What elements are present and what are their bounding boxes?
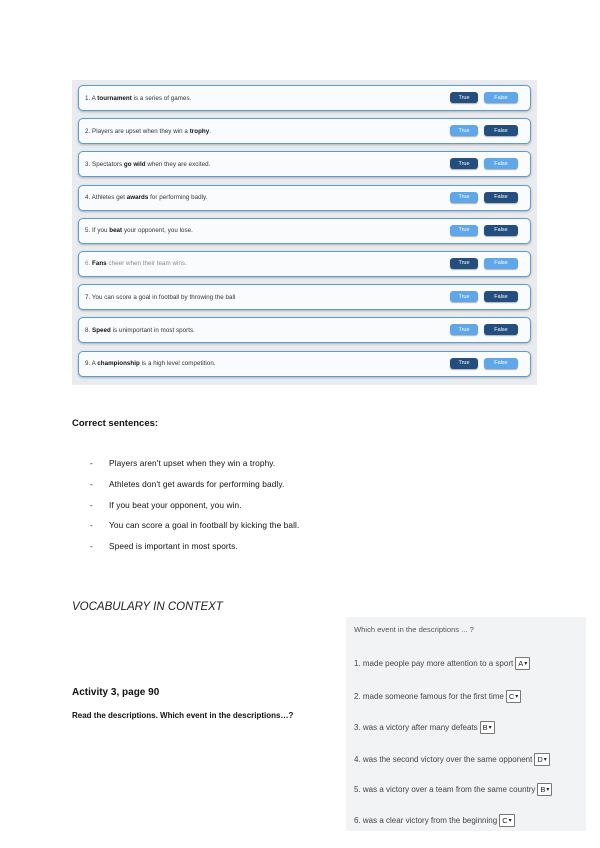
true-button[interactable]: True	[450, 92, 478, 103]
selected-answer: A	[518, 659, 524, 668]
statement-text: cheer when their team wins.	[106, 260, 187, 268]
statement-keyword: Speed	[92, 326, 111, 334]
answer-select[interactable]	[537, 783, 552, 796]
correct-sentences-heading: Correct sentences:	[72, 418, 159, 429]
list-dash: -	[90, 499, 93, 510]
question-text: 3. was a victory after many defeats	[354, 723, 478, 732]
false-button[interactable]: False	[484, 125, 518, 136]
question-text: 4. was the second victory over the same opponent	[354, 755, 533, 764]
false-button[interactable]: False	[484, 225, 518, 236]
quiz-statement	[85, 161, 210, 168]
quiz-row	[78, 151, 531, 177]
answer-buttons	[450, 125, 518, 136]
quiz-statement	[85, 360, 216, 367]
false-button[interactable]: False	[484, 358, 518, 369]
sentence-text: Athletes don't get awards for performing badly.	[109, 478, 285, 489]
statement-text: .	[209, 127, 212, 135]
true-false-quiz-panel	[72, 80, 537, 385]
quiz-row	[78, 218, 531, 244]
question-text: 1. made people pay more attention to a sport	[354, 659, 514, 668]
quiz-row	[78, 185, 531, 211]
answer-buttons	[450, 192, 518, 203]
activity-title: Activity 3, page 90	[72, 687, 160, 698]
list-dash: -	[90, 478, 93, 489]
statement-text: 2. Players are upset when they win a	[85, 127, 190, 135]
true-button[interactable]: True	[450, 158, 478, 169]
answer-select[interactable]	[499, 814, 514, 827]
answer-select[interactable]	[480, 721, 495, 734]
correct-sentence	[90, 458, 299, 479]
sentence-text: You can score a goal in football by kicking the ball.	[109, 520, 300, 531]
vocabulary-section-title: VOCABULARY IN CONTEXT	[72, 601, 223, 613]
statement-keyword: tournament	[97, 94, 132, 102]
answer-buttons	[450, 225, 518, 236]
correct-sentences-list	[90, 458, 299, 562]
quiz-statement	[85, 260, 187, 267]
statement-text: is a series of games.	[131, 94, 192, 102]
true-button[interactable]: True	[450, 291, 478, 302]
statement-text: 5. If you	[85, 227, 110, 235]
chevron-down-icon: ▾	[546, 787, 550, 793]
question-text: 5. was a victory over a team from the same country	[354, 785, 536, 794]
answer-buttons	[450, 92, 518, 103]
false-button[interactable]: False	[484, 324, 518, 335]
true-button[interactable]: True	[450, 358, 478, 369]
selected-answer: B	[482, 723, 488, 732]
statement-keyword: beat	[109, 227, 123, 235]
true-button[interactable]: True	[450, 258, 478, 269]
statement-keyword: Fans	[92, 260, 107, 268]
statement-text: 8.	[85, 326, 93, 334]
true-button[interactable]: True	[450, 225, 478, 236]
statement-keyword: trophy	[189, 127, 210, 135]
statement-text: 6.	[85, 260, 93, 268]
quiz-statement	[85, 128, 211, 135]
statement-text: 3. Spectators	[85, 160, 124, 168]
matching-question	[354, 783, 552, 796]
correct-sentence	[90, 520, 299, 541]
list-dash: -	[90, 520, 93, 531]
matching-quiz-panel	[346, 617, 586, 831]
false-button[interactable]: False	[484, 291, 518, 302]
quiz-row	[78, 118, 531, 144]
quiz-row	[78, 284, 531, 310]
list-dash: -	[90, 458, 93, 468]
matching-question	[354, 690, 521, 703]
answer-select[interactable]	[515, 657, 530, 670]
statement-keyword: go wild	[123, 160, 146, 168]
statement-text: 9. A	[85, 360, 98, 367]
sentence-text: Players aren't upset when they win a trophy.	[109, 458, 276, 468]
answer-buttons	[450, 291, 518, 302]
statement-text: 1. A	[85, 94, 98, 102]
correct-sentence	[90, 541, 299, 562]
false-button[interactable]: False	[484, 258, 518, 269]
quiz-statement	[85, 95, 191, 102]
false-button[interactable]: False	[484, 92, 518, 103]
answer-buttons	[450, 158, 518, 169]
quiz-row	[78, 251, 531, 277]
sentence-text: Speed is important in most sports.	[109, 541, 238, 552]
quiz-statement	[85, 294, 235, 301]
question-text: 6. was a clear victory from the beginning	[354, 816, 498, 825]
statement-text: 7. You can score a goal in football by throwing the ball	[85, 293, 236, 301]
correct-sentence	[90, 479, 299, 500]
quiz-statement	[85, 194, 207, 201]
statement-keyword: awards	[126, 194, 149, 202]
sentence-text: If you beat your opponent, you win.	[109, 499, 242, 510]
true-button[interactable]: True	[450, 192, 478, 203]
matching-quiz-intro: Which event in the descriptions ... ?	[354, 625, 474, 634]
statement-text: 4. Athletes get	[85, 194, 127, 202]
activity-instruction: Read the descriptions. Which event in the descriptions…?	[72, 711, 294, 720]
chevron-down-icon: ▾	[543, 757, 547, 763]
selected-answer: C	[508, 692, 515, 701]
chevron-down-icon: ▾	[515, 694, 519, 700]
selected-answer: C	[502, 816, 508, 825]
correct-sentence	[90, 500, 299, 521]
matching-question	[354, 814, 515, 827]
answer-buttons	[450, 258, 518, 269]
false-button[interactable]: False	[484, 192, 518, 203]
true-button[interactable]: True	[450, 125, 478, 136]
statement-text: for performing badly.	[148, 194, 208, 202]
question-text: 2. made someone famous for the first time	[354, 692, 504, 701]
false-button[interactable]: False	[484, 158, 518, 169]
statement-text: is a high level competition.	[139, 360, 216, 367]
quiz-statement	[85, 227, 193, 234]
answer-select[interactable]	[506, 690, 521, 703]
quiz-row	[78, 317, 531, 343]
matching-question	[354, 721, 495, 734]
selected-answer: D	[537, 755, 543, 764]
list-dash: -	[90, 541, 93, 552]
statement-text: your opponent, you lose.	[122, 227, 193, 235]
matching-question	[354, 753, 550, 766]
quiz-row	[78, 85, 531, 111]
matching-question	[354, 657, 530, 670]
chevron-down-icon: ▾	[508, 818, 512, 824]
quiz-row	[78, 351, 531, 377]
chevron-down-icon: ▾	[524, 661, 528, 667]
statement-text: when they are excited.	[145, 160, 211, 168]
answer-buttons	[450, 324, 518, 335]
selected-answer: B	[540, 785, 546, 794]
answer-buttons	[450, 358, 518, 369]
quiz-statement	[85, 327, 195, 334]
statement-keyword: championship	[97, 360, 140, 367]
true-button[interactable]: True	[450, 324, 478, 335]
statement-text: is unimportant in most sports.	[110, 326, 195, 334]
answer-select[interactable]	[534, 753, 549, 766]
chevron-down-icon: ▾	[488, 725, 492, 731]
